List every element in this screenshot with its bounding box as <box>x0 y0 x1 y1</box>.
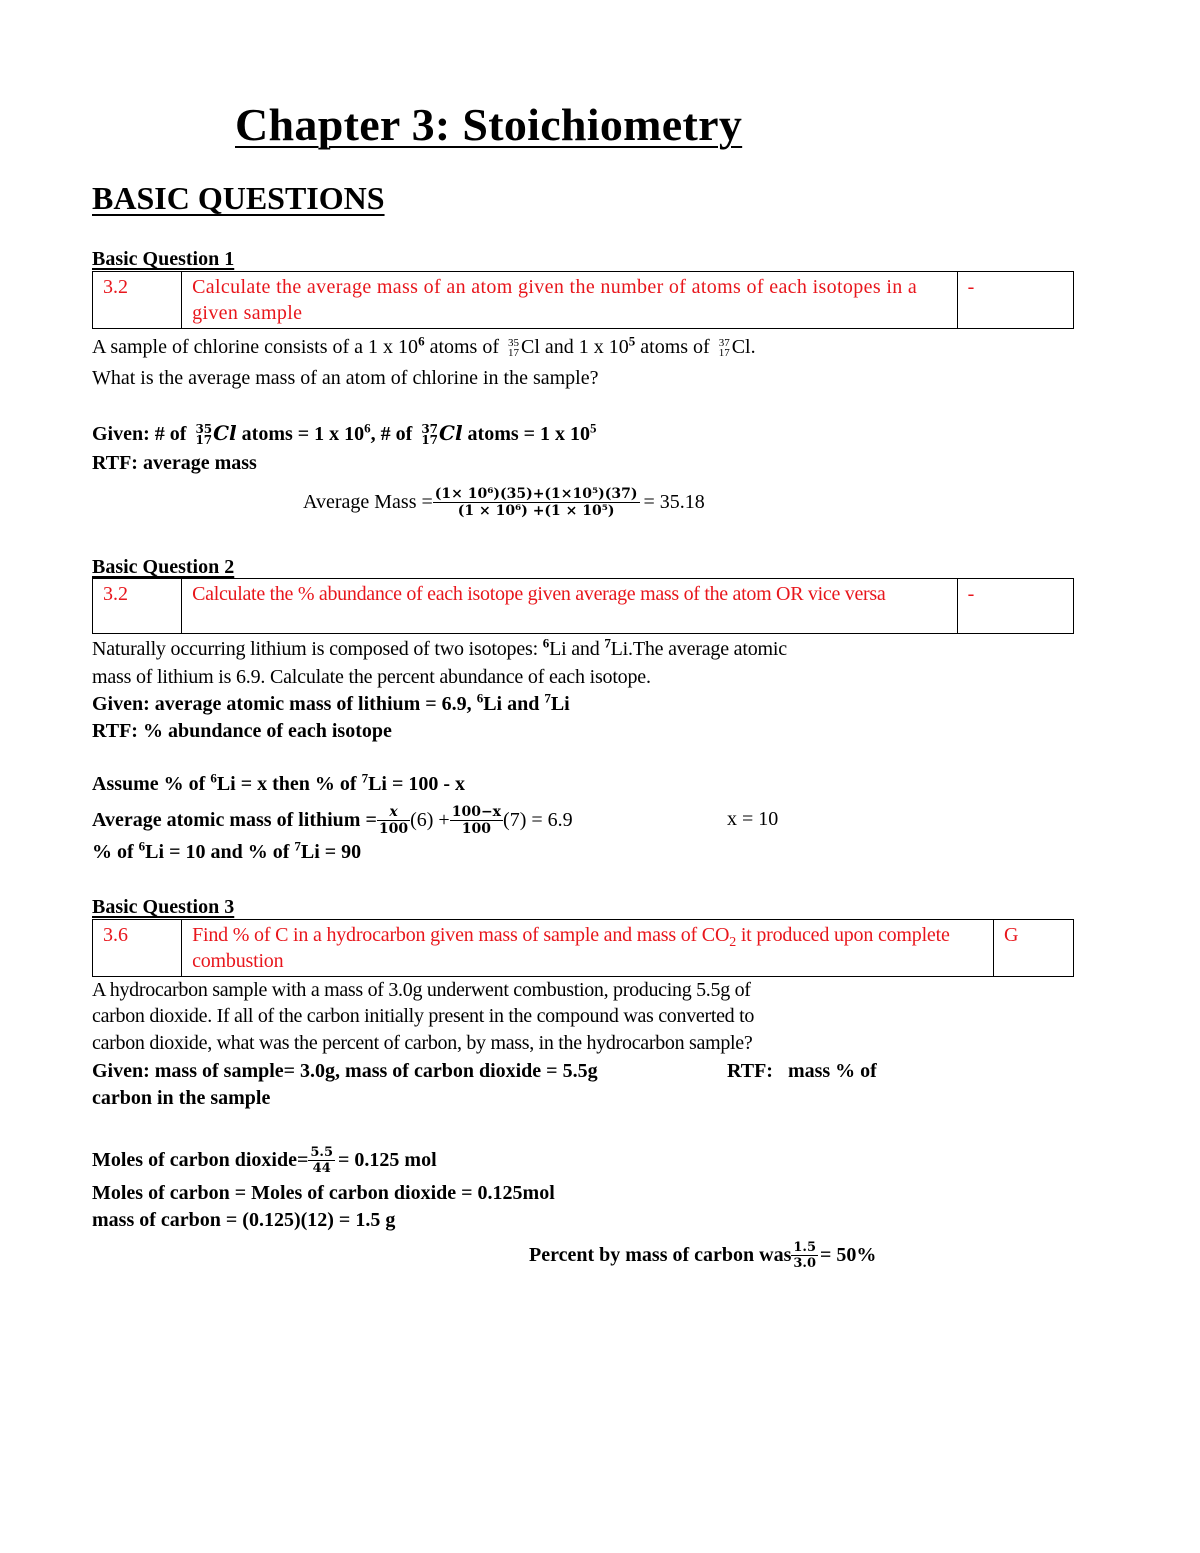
objective-tag: G <box>994 920 1074 977</box>
question-3-rtf-line2: carbon in the sample <box>92 1087 271 1109</box>
chlorine-35-isotope: 35 17 <box>508 337 519 360</box>
question-1-rtf: RTF: average mass <box>92 452 257 474</box>
question-1-given: Given: # of 35 17 Cl atoms = 1 x $10^6$, # of 37 17 Cl atoms = 1 x $10^5$ <box>92 420 597 448</box>
question-1-objective-table <box>92 271 1074 329</box>
question-2-objective-table <box>92 578 1074 634</box>
fraction-5.5-over-44: $\frac{5.5}{44}$ <box>310 1144 334 1176</box>
objective-code: 3.2 <box>93 579 182 634</box>
question-2-rtf: RTF: % abundance of each isotope <box>92 720 392 742</box>
question-3-moles-co2: Moles of carbon dioxide= $\frac{5.5}{44}$ = 0.125 mol <box>92 1144 437 1176</box>
objective-text: Find % of C in a hydrocarbon given mass of sample and mass of $CO_2$ it produced upon complete combustion <box>182 920 994 977</box>
section-heading: BASIC QUESTIONS <box>92 180 385 216</box>
objective-text: Calculate the % abundance of each isotope given average mass of the atom OR vice versa <box>182 579 957 634</box>
objective-text: Calculate the average mass of an atom given the number of atoms of each isotopes in a given sample <box>182 272 957 329</box>
question-3-heading: Basic Question 3 <box>92 896 235 918</box>
question-2-x-result: x = 10 <box>727 808 779 830</box>
question-1-problem-line1: A sample of chlorine consists of a 1 x $10^6$ atoms of 35 17 Cl and 1 x $10^5$ atoms of 37 17 Cl. <box>92 333 756 360</box>
question-2-equation: Average atomic mass of lithium = $\frac{x}{100}$ (6) + $\frac{100-x}{100}$ (7) = 6.9 <box>92 803 573 837</box>
chlorine-37-isotope: 37 17 <box>718 337 730 360</box>
page-title: Chapter 3: Stoichiometry <box>235 99 743 150</box>
question-3-moles-carbon: Moles of carbon = Moles of carbon dioxide = 0.125mol <box>92 1182 555 1204</box>
question-2-problem-line1: Naturally occurring lithium is composed of two isotopes: $^6$Li and $^7$Li.The average atomic <box>92 635 787 660</box>
question-2-problem-line2: mass of lithium is 6.9. Calculate the percent abundance of each isotope. <box>92 666 651 688</box>
objective-code: 3.2 <box>93 272 182 329</box>
objective-tag: - <box>957 272 1073 329</box>
fraction-100-minus-x-over-100: $\frac{100-x}{100}$ <box>451 803 502 837</box>
question-3-percent-result: Percent by mass of carbon was $\frac{1.5}{3.0}$ = 50% <box>529 1239 877 1271</box>
question-3-problem-line1: A hydrocarbon sample with a mass of 3.0g underwent combustion, producing 5.5g of <box>92 979 751 1001</box>
objective-tag: - <box>957 579 1073 634</box>
question-3-objective-table <box>92 919 1074 977</box>
question-3-problem-line3: carbon dioxide, what was the percent of carbon, by mass, in the hydrocarbon sample? <box>92 1032 753 1054</box>
question-2-heading: Basic Question 2 <box>92 556 235 578</box>
fraction-x-over-100: $\frac{x}{100}$ <box>378 803 409 837</box>
question-3-problem-line2: carbon dioxide. If all of the carbon initially present in the compound was converted to <box>92 1005 755 1027</box>
question-3-given: Given: mass of sample= 3.0g, mass of carbon dioxide = 5.5g <box>92 1060 598 1082</box>
question-1-formula: Average Mass = $\frac{\text{(1× 10⁶)(35)+(1×10⁵)(37)}}{\text{(1 × 10⁶) +(1 × 10⁵)}}$ = 35.18 <box>303 485 705 519</box>
fraction-1.5-over-3.0: $\frac{1.5}{3.0}$ <box>793 1239 817 1271</box>
question-3-rtf-line1: RTF: mass % of <box>727 1060 877 1082</box>
question-3-mass-carbon: mass of carbon = (0.125)(12) = 1.5 g <box>92 1209 396 1231</box>
question-2-assumption: Assume % of $^6$Li = x then % of $^7$Li = 100 - x <box>92 770 466 795</box>
question-2-given: Given: average atomic mass of lithium = 6.9, $^6$Li and $^7$Li <box>92 690 570 715</box>
question-1-problem-line2: What is the average mass of an atom of chlorine in the sample? <box>92 367 599 389</box>
question-1-heading: Basic Question 1 <box>92 248 235 270</box>
objective-code: 3.6 <box>93 920 182 977</box>
question-2-result: % of $^6$Li = 10 and % of $^7$Li = 90 <box>92 838 362 863</box>
average-mass-fraction: $\frac{\text{(1× 10⁶)(35)+(1×10⁵)(37)}}{\text{(1 × 10⁶) +(1 × 10⁵)}}$ <box>434 485 638 519</box>
